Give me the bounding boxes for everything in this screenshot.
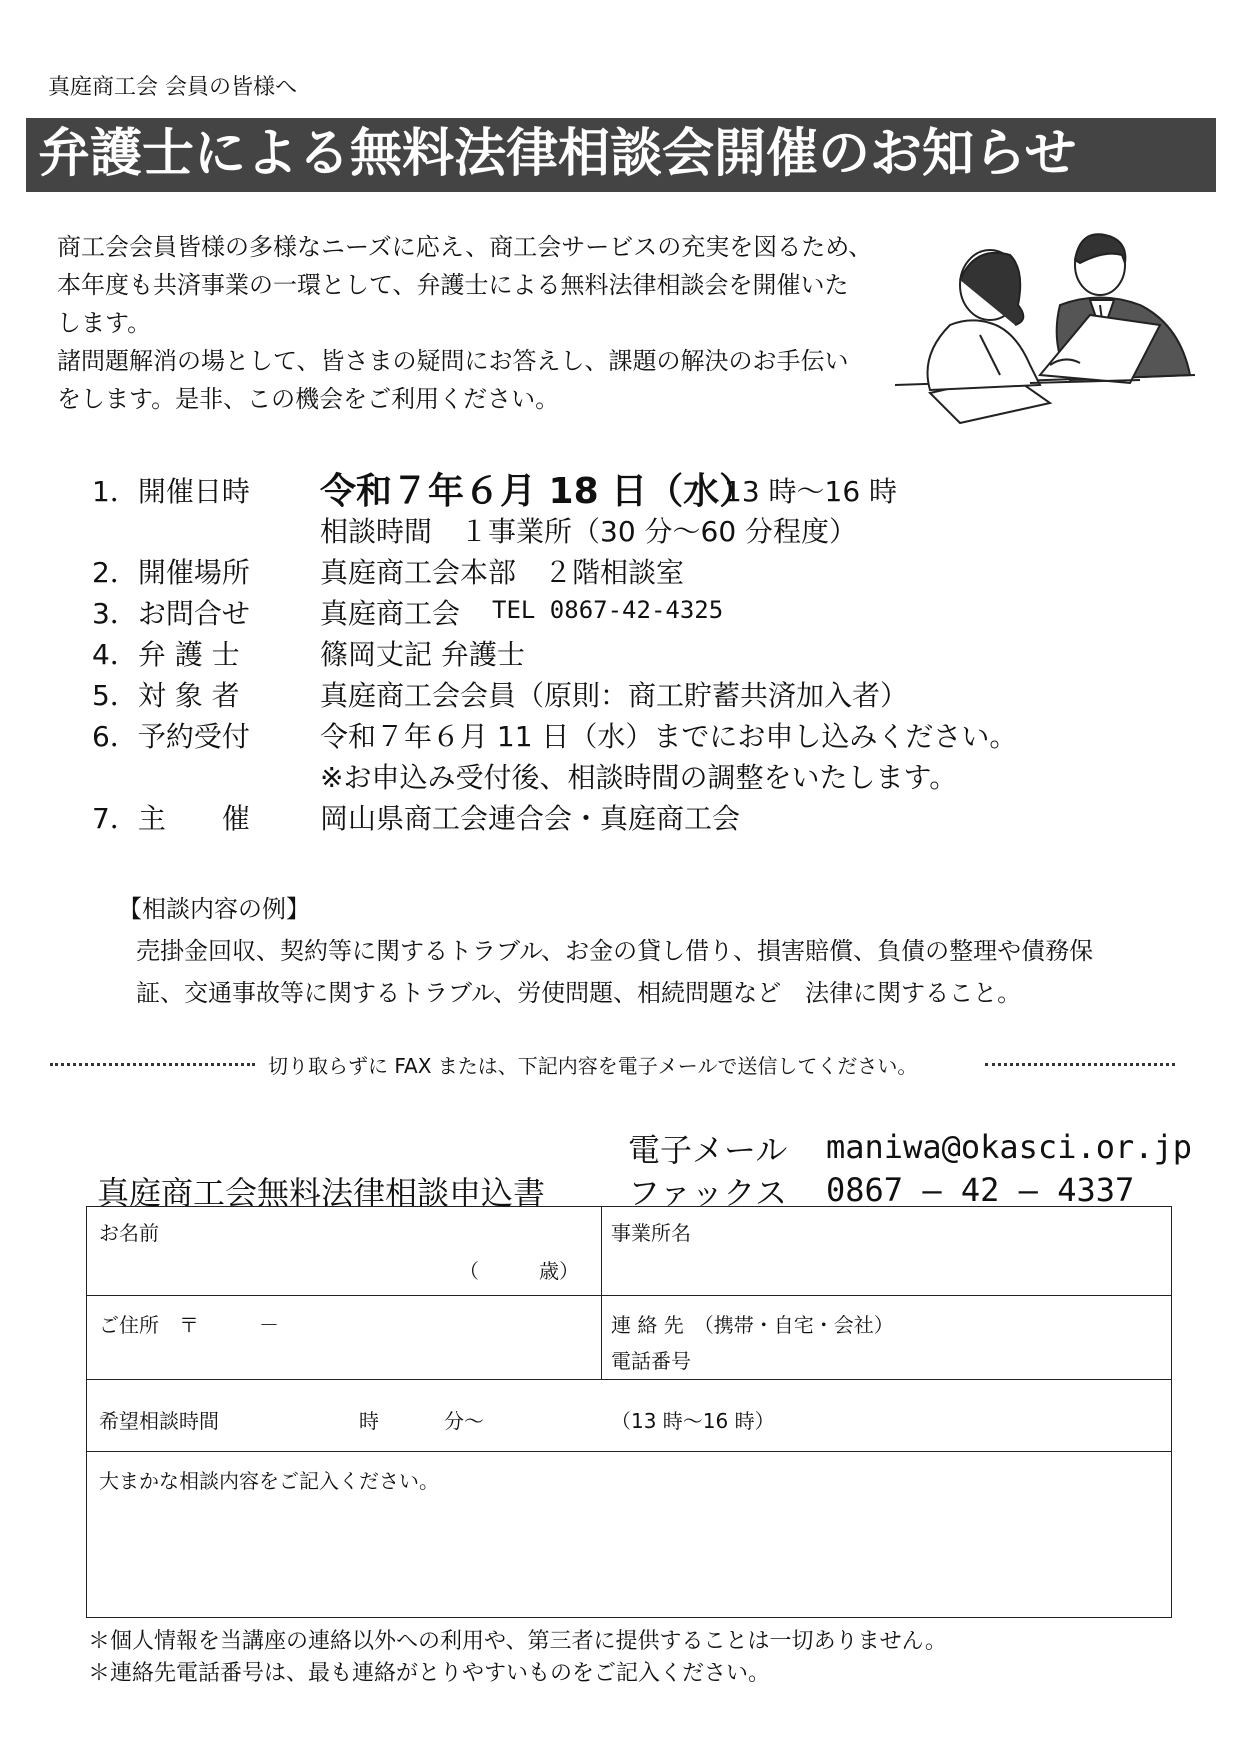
event-time: 13 時～16 時 [724,475,898,508]
intro-line: します。 [57,309,152,337]
application-form [86,1206,1172,1618]
cut-line-text: 切り取らずに FAX または、下記内容を電子メールで送信してください。 [268,1054,918,1078]
reservation-note: ※お申込み受付後、相談時間の調整をいたします。 [320,761,958,794]
age-label: （ 歳） [459,1259,579,1283]
venue: 真庭商工会本部 ２階相談室 [320,556,685,589]
organizer: 岡山県商工会連合会・真庭商工会 [320,802,741,835]
reservation-deadline: 令和７年６月 11 日（水）までにお申し込みください。 [320,720,1018,753]
examples-line: 証、交通事故等に関するトラブル、労使問題、相続問題など 法律に関すること。 [136,979,1022,1007]
form-divider [87,1451,1171,1452]
cut-line-right [985,1063,1175,1066]
phone-note: ＊連絡先電話番号は、最も連絡がとりやすいものをご記入ください。 [88,1661,771,1686]
lawyer-name: 篠岡丈記 弁護士 [320,638,525,671]
name-label: お名前 [99,1221,159,1245]
item-label-lawyer: 4．弁 護 士 [92,638,240,671]
target-audience: 真庭商工会会員（原則：商工貯蓄共済加入者） [320,679,909,712]
email-address[interactable]: maniwa@okasci.or.jp [826,1128,1193,1166]
email-label: 電子メール [628,1131,788,1169]
item-label-target: 5．対 象 者 [92,679,240,712]
phone-label: 電話番号 [611,1349,691,1373]
consultation-duration: 相談時間 １事業所（30 分～60 分程度） [320,515,858,548]
minute-label: 分～ [444,1409,484,1433]
form-column-divider [601,1207,602,1379]
fax-label: ファックス [628,1174,788,1212]
addressee: 真庭商工会 会員の皆様へ [48,75,297,100]
event-date: 令和７年６月 18 日（水） [320,471,756,512]
fax-number: 0867 – 42 – 4337 [826,1171,1135,1209]
cut-line-left [50,1063,255,1066]
office-name-label: 事業所名 [611,1221,691,1245]
inquiry-org: 真庭商工会 [320,597,461,630]
intro-line: 諸問題解消の場として、皆さまの疑問にお答えし、課題の解決のお手伝い [57,347,849,375]
inquiry-tel: TEL 0867-42-4325 [492,596,724,624]
address-label: ご住所 〒 － [99,1313,279,1337]
item-label-date: 1．開催日時 [92,475,250,508]
time-range-label: （13 時～16 時） [611,1409,775,1433]
intro-line: をします。是非、この機会をご利用ください。 [57,385,560,413]
consultation-illustration [890,225,1200,425]
form-divider [87,1295,1171,1296]
item-label-organizer: 7．主 催 [92,802,250,835]
item-label-reservation: 6．予約受付 [92,720,250,753]
form-title: 真庭商工会無料法律相談申込書 [97,1174,546,1212]
privacy-note: ＊個人情報を当講座の連絡以外への利用や、第三者に提供することは一切ありません。 [88,1629,947,1654]
contact-label: 連 絡 先 （携帯・自宅・会社） [611,1313,894,1337]
page-title: 弁護士による無料法律相談会開催のお知らせ [38,124,1077,184]
intro-line: 商工会会員皆様の多様なニーズに応え、商工会サービスの充実を図るため、 [57,233,873,261]
item-label-venue: 2．開催場所 [92,556,250,589]
hour-label: 時 [359,1409,379,1433]
form-divider [87,1379,1171,1380]
preferred-time-label: 希望相談時間 [99,1409,219,1433]
item-label-inquiry: 3．お問合せ [92,597,250,630]
examples-heading: 【相談内容の例】 [118,895,310,923]
examples-line: 売掛金回収、契約等に関するトラブル、お金の貸し借り、損害賠償、負債の整理や債務保 [136,937,1094,965]
intro-line: 本年度も共済事業の一環として、弁護士による無料法律相談会を開催いた [57,271,849,299]
content-label: 大まかな相談内容をご記入ください。 [99,1469,439,1493]
